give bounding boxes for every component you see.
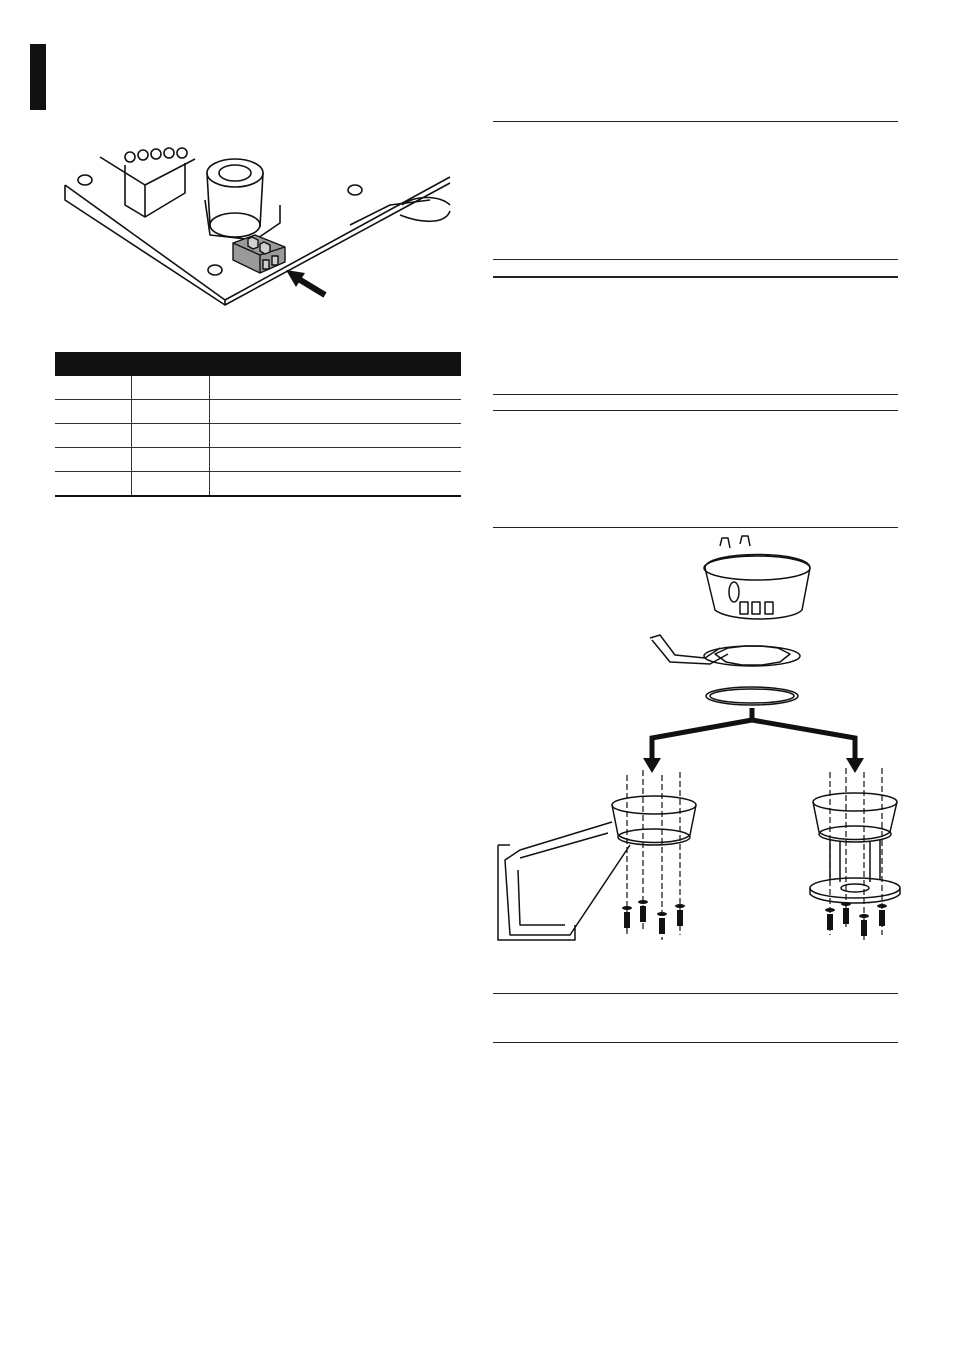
section-marker-icon: [30, 44, 46, 110]
rule: [493, 527, 898, 528]
mounting-assembly-illustration: [490, 540, 910, 960]
rule: [493, 394, 898, 395]
rule: [493, 259, 898, 260]
dip-switch-illustration: [50, 145, 460, 335]
rule: [493, 410, 898, 411]
table-row: [55, 376, 461, 400]
rule: [493, 276, 898, 278]
rule: [493, 993, 898, 994]
rule: [493, 121, 898, 122]
arrow-icon: [286, 270, 325, 295]
table-row: [55, 472, 461, 497]
table-row: [55, 400, 461, 424]
rule: [493, 1042, 898, 1043]
dip-switch-table: [55, 352, 461, 497]
table-header: [55, 352, 461, 376]
table-row: [55, 424, 461, 448]
table-row: [55, 448, 461, 472]
